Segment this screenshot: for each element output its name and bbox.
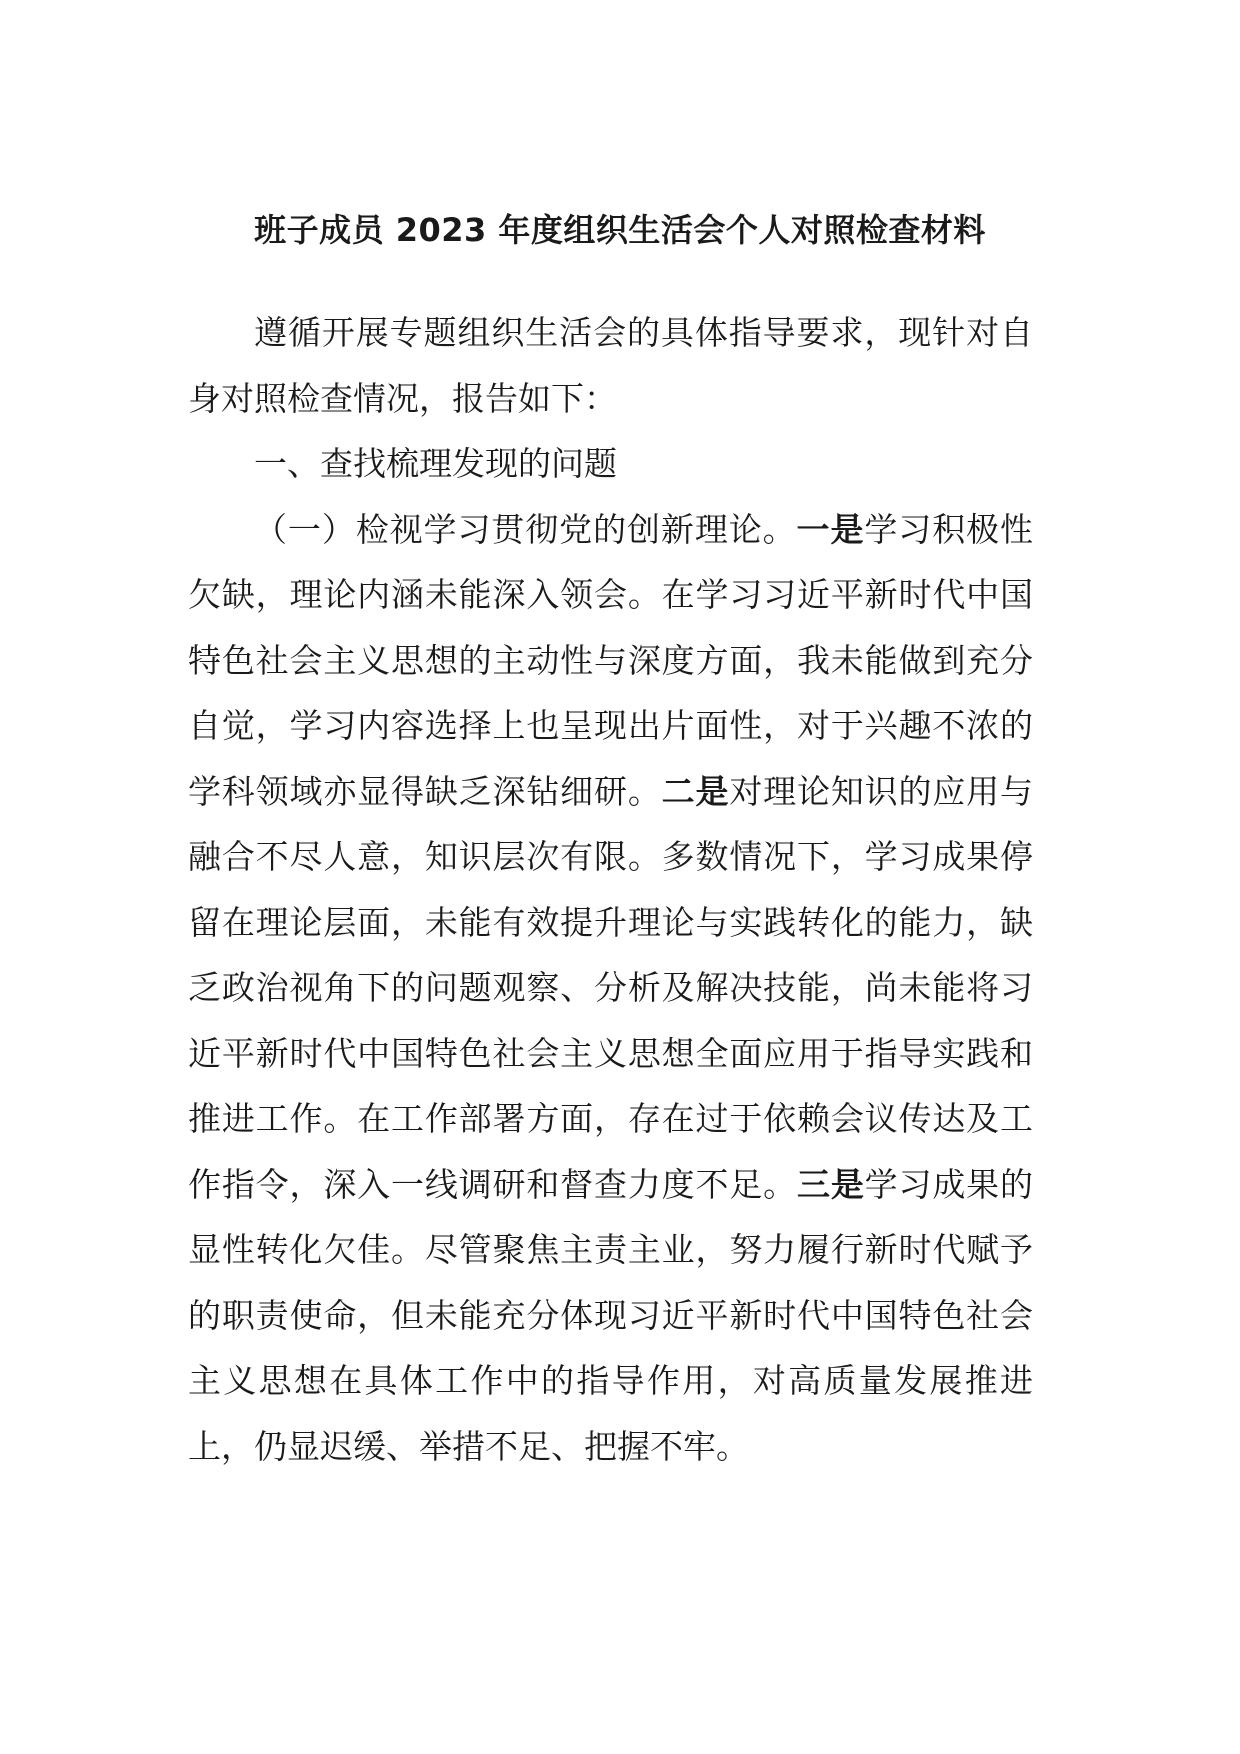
intro-paragraph: 遵循开展专题组织生活会的具体指导要求，现针对自身对照检查情况，报告如下： [188,313,1033,418]
document-body [188,300,1033,1479]
point-three-lead: 三是 [797,1164,865,1204]
subsection-label: （一）检视学习贯彻党的创新理论。 [254,509,797,549]
point-two-lead: 二是 [661,771,730,811]
point-one-lead: 一是 [796,509,865,549]
document-title: 班子成员 2023 年度组织生活会个人对照检查材料 [254,211,986,249]
section-heading: 一、查找梳理发现的问题 [254,444,617,483]
point-one-text: 学习积极性欠缺，理论内涵未能深入领会。在学习习近平新时代中国特色社会主义思想的主动性与深度方面，我未能做到充分自觉，学习内容选择上也呈现出片面性，对于兴趣不浓的学科领域亦显得缺乏深钻细研。 [188,509,1034,811]
point-three-text: 学习成果的显性转化欠佳。尽管聚焦主责主业，努力履行新时代赋予的职责使命，但未能充分体现习近平新时代中国特色社会主义思想在具体工作中的指导作用，对高质量发展推进上，仍显迟缓、举措不足、把握不牢。 [188,1164,1034,1466]
subsection-paragraph [188,497,1033,1480]
point-two-text: 对理论知识的应用与融合不尽人意，知识层次有限。多数情况下，学习成果停留在理论层面，未能有效提升理论与实践转化的能力，缺乏政治视角下的问题观察、分析及解决技能，尚未能将习近平新时代中国特色社会主义思想全面应用于指导实践和推进工作。在工作部署方面，存在过于依赖会议传达及工作指令，深入一线调研和督查力度不足。 [188,771,1034,1204]
